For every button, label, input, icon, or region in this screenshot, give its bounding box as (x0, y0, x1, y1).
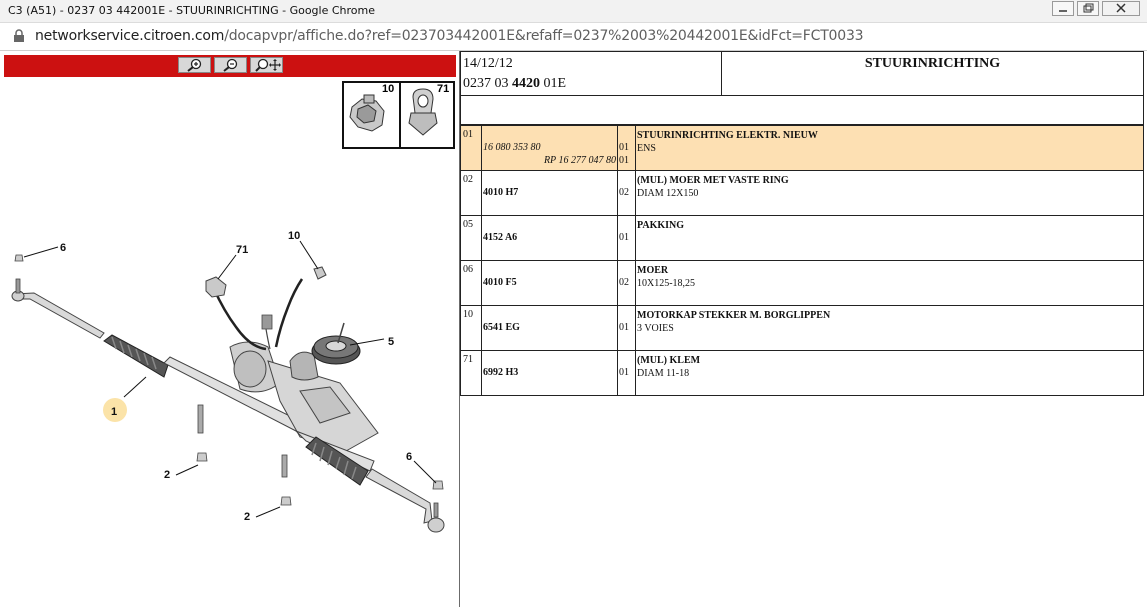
diagram-panel (0, 51, 460, 607)
part-number[interactable]: 16 080 353 80 (483, 142, 541, 153)
part-number[interactable]: 4152 A6 (483, 232, 518, 243)
minimize-icon (1053, 2, 1073, 15)
url-path: /docapvpr/affiche.do?ref=023703442001E&refaff=0237%2003%20442001E&idFct=FCT0033 (224, 28, 864, 44)
item-number: 01 (461, 126, 482, 171)
part-number[interactable]: 6992 H3 (483, 367, 519, 378)
restore-icon (1078, 2, 1098, 15)
ref-suffix: 01E (540, 76, 567, 91)
part-description: MOTORKAP STEKKER M. BORGLIPPEN (637, 310, 831, 321)
table-row[interactable] (461, 126, 1144, 171)
part-number-cell (482, 351, 618, 396)
lock-icon (13, 29, 25, 43)
zoom-out-icon (215, 58, 246, 72)
url-host: networkservice.citroen.com (35, 28, 225, 44)
restore-button[interactable] (1077, 1, 1099, 16)
page-title: STUURINRICHTING (864, 56, 1001, 71)
description-cell (636, 306, 1144, 351)
table-row[interactable] (461, 216, 1144, 261)
table-row[interactable] (461, 171, 1144, 216)
quantity: 01 (619, 367, 629, 378)
close-icon (1103, 2, 1139, 15)
item-number: 10 (461, 306, 482, 351)
callout-6-right: 6 (406, 451, 413, 463)
part-number[interactable]: 4010 H7 (483, 187, 519, 198)
gasket-part (312, 323, 360, 364)
qty-cell (618, 306, 636, 351)
qty-cell (618, 261, 636, 306)
thumbnail-number: 71 (437, 83, 450, 95)
callout-5: 5 (388, 336, 395, 348)
rp-quantity: 01 (619, 155, 629, 166)
part-description: PAKKING (637, 220, 685, 231)
window-title: C3 (A51) - 0237 03 442001E - STUURINRICHTING - Google Chrome (8, 4, 376, 17)
close-button[interactable] (1102, 1, 1140, 16)
part-number-cell (482, 171, 618, 216)
wiring-harness (206, 267, 326, 349)
part-detail: 3 VOIES (637, 323, 674, 334)
part-detail: 10X125-18,25 (637, 278, 696, 289)
quantity: 01 (619, 232, 629, 243)
part-description: (MUL) KLEM (637, 355, 701, 366)
rp-number[interactable]: RP 16 277 047 80 (543, 155, 616, 166)
parts-header (460, 51, 1144, 96)
parts-table (460, 125, 1144, 396)
callout-2-lower: 2 (244, 511, 251, 523)
part-number-cell (482, 126, 618, 171)
header-date: 14/12/12 (463, 56, 513, 71)
description-cell (636, 261, 1144, 306)
quantity: 01 (619, 322, 629, 333)
parts-panel (460, 51, 1147, 607)
thumbnail-number: 10 (382, 83, 395, 95)
detail-thumbnails (342, 81, 455, 149)
header-reference (463, 76, 566, 92)
part-number-cell (482, 261, 618, 306)
part-description: (MUL) MOER MET VASTE RING (637, 175, 789, 186)
zoom-pan-icon (251, 58, 282, 72)
thumbnail-10[interactable] (344, 83, 401, 147)
quantity: 02 (619, 187, 629, 198)
zoom-pan-button[interactable] (250, 57, 283, 73)
description-cell (636, 351, 1144, 396)
table-row[interactable] (461, 351, 1144, 396)
part-number-cell (482, 216, 618, 261)
qty-cell (618, 351, 636, 396)
part-description: MOER (637, 265, 669, 276)
minimize-button[interactable] (1052, 1, 1074, 16)
qty-cell (618, 216, 636, 261)
steering-rack-diagram (0, 151, 458, 601)
part-detail: DIAM 12X150 (637, 188, 699, 199)
description-cell (636, 171, 1144, 216)
item-number: 71 (461, 351, 482, 396)
table-row[interactable] (461, 306, 1144, 351)
quantity: 01 (619, 142, 629, 153)
ref-bold: 4420 (512, 76, 540, 91)
item-number: 06 (461, 261, 482, 306)
tie-rod-right (366, 469, 444, 532)
header-spacer (460, 96, 1144, 125)
part-number[interactable]: 4010 F5 (483, 277, 517, 288)
item-number: 05 (461, 216, 482, 261)
tie-rod-left (12, 255, 104, 338)
address-bar[interactable] (0, 23, 1147, 51)
part-description: STUURINRICHTING ELEKTR. NIEUW (637, 130, 818, 141)
boot-left (104, 335, 168, 377)
table-row[interactable] (461, 261, 1144, 306)
qty-cell (618, 171, 636, 216)
callout-71: 71 (236, 244, 249, 256)
description-cell (636, 126, 1144, 171)
zoom-in-button[interactable] (178, 57, 211, 73)
quantity: 02 (619, 277, 629, 288)
zoom-out-button[interactable] (214, 57, 247, 73)
description-cell (636, 216, 1144, 261)
part-detail: ENS (637, 143, 656, 154)
qty-cell (618, 126, 636, 171)
zoom-toolbar (4, 55, 456, 77)
part-number-cell (482, 306, 618, 351)
item-number: 02 (461, 171, 482, 216)
callout-2-upper: 2 (164, 469, 171, 481)
callout-1: 1 (111, 406, 118, 418)
callout-6-left: 6 (60, 242, 67, 254)
thumbnail-71[interactable] (401, 83, 453, 147)
part-detail: DIAM 11-18 (637, 368, 690, 379)
callout-10: 10 (288, 230, 301, 242)
ref-prefix: 0237 03 (463, 76, 512, 91)
url-text[interactable] (35, 28, 863, 44)
window-titlebar (0, 0, 1147, 23)
zoom-in-icon (179, 58, 210, 72)
part-number[interactable]: 6541 EG (483, 322, 520, 333)
